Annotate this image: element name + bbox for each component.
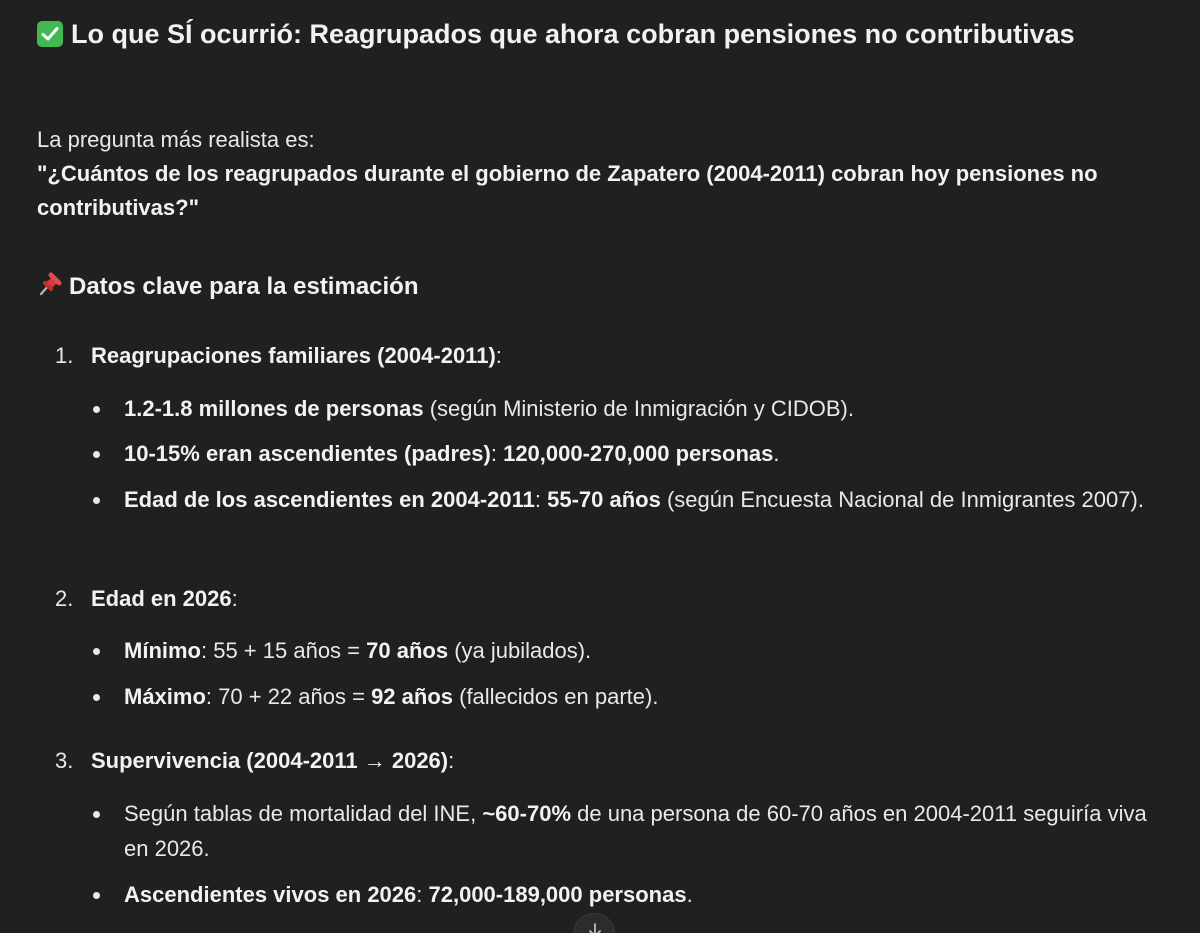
- bullet-item: [93, 391, 1153, 426]
- list-number: 1.: [55, 343, 74, 368]
- bullet-dot: [93, 694, 100, 701]
- bullet-text: : 70 + 22 años =: [205, 684, 372, 709]
- bullet-bold: 120,000-270,000 personas: [503, 441, 774, 466]
- heading-text: Lo que SÍ ocurrió: Reagrupados que ahora cobran pensiones no contributivas: [71, 19, 1075, 49]
- bullet-dot: [93, 451, 100, 458]
- bullet-text: :: [490, 441, 504, 466]
- bullet-bold: ~60-70%: [482, 801, 572, 826]
- list-number: 2.: [55, 586, 74, 611]
- section-title: [37, 270, 419, 304]
- bullet-bold: 70 años: [366, 638, 449, 663]
- bullet-item: [93, 877, 1153, 912]
- intro-question: "¿Cuántos de los reagrupados durante el gobierno de Zapatero (2004-2011) cobran hoy pensiones no contributivas?": [37, 161, 1098, 220]
- heading: [37, 15, 1137, 53]
- list-item-2: [55, 582, 238, 616]
- bullet-item: [93, 796, 1153, 866]
- bullet-item: [93, 482, 1153, 517]
- list-item-3: [55, 744, 454, 778]
- bullet-bold: 55-70 años: [547, 487, 661, 512]
- bullet-text: .: [773, 441, 780, 466]
- bullet-text: Según tablas de mortalidad del INE,: [124, 801, 483, 826]
- list-item-1: [55, 339, 502, 373]
- bullet-bold: Edad de los ascendientes en 2004-2011: [124, 487, 535, 512]
- list-item-title: Supervivencia (2004-2011 → 2026): [91, 748, 449, 773]
- bullet-dot: [93, 648, 100, 655]
- list-item-suffix: :: [495, 343, 502, 368]
- list-number: 3.: [55, 748, 74, 773]
- list-item-suffix: :: [448, 748, 455, 773]
- bullet-bold: 92 años: [371, 684, 453, 709]
- arrow-down-icon: [587, 922, 603, 933]
- bullet-text: :: [534, 487, 548, 512]
- bullet-text: : 55 + 15 años =: [201, 638, 367, 663]
- bullet-bold: 1.2-1.8 millones de personas: [124, 396, 424, 421]
- bullet-bold: 72,000-189,000 personas: [428, 882, 687, 907]
- bullet-item: [93, 436, 1153, 471]
- bullet-dot: [93, 406, 100, 413]
- bullet-text: (según Ministerio de Inmigración y CIDOB).: [423, 396, 854, 421]
- bullet-bold: Mínimo: [124, 638, 201, 663]
- bullet-text: .: [686, 882, 693, 907]
- intro-line: La pregunta más realista es:: [37, 127, 315, 152]
- bullet-dot: [93, 811, 100, 818]
- bullet-text: de una persona de 60-70 años en 2004-2011 seguiría viva en 2026.: [124, 801, 1147, 861]
- intro-paragraph: [37, 123, 1137, 225]
- bullet-dot: [93, 892, 100, 899]
- section-title-text: Datos clave para la estimación: [69, 273, 419, 300]
- list-item-title: Reagrupaciones familiares (2004-2011): [91, 343, 496, 368]
- bullet-dot: [93, 497, 100, 504]
- bullet-bold: Ascendientes vivos en 2026: [124, 882, 417, 907]
- bullet-item: [93, 679, 1153, 714]
- bullet-text: (fallecidos en parte).: [453, 684, 659, 709]
- bullet-bold: 10-15% eran ascendientes (padres): [124, 441, 491, 466]
- pushpin-icon: [37, 271, 63, 297]
- list-item-title: Edad en 2026: [91, 586, 232, 611]
- bullet-text: (ya jubilados).: [448, 638, 592, 663]
- bullet-text: :: [416, 882, 429, 907]
- bullet-text: (según Encuesta Nacional de Inmigrantes 2007).: [660, 487, 1144, 512]
- bullet-bold: Máximo: [124, 684, 206, 709]
- list-item-suffix: :: [231, 586, 238, 611]
- scroll-to-bottom-button[interactable]: [573, 913, 615, 933]
- check-mark-button-icon: [37, 21, 63, 47]
- bullet-item: [93, 633, 1153, 668]
